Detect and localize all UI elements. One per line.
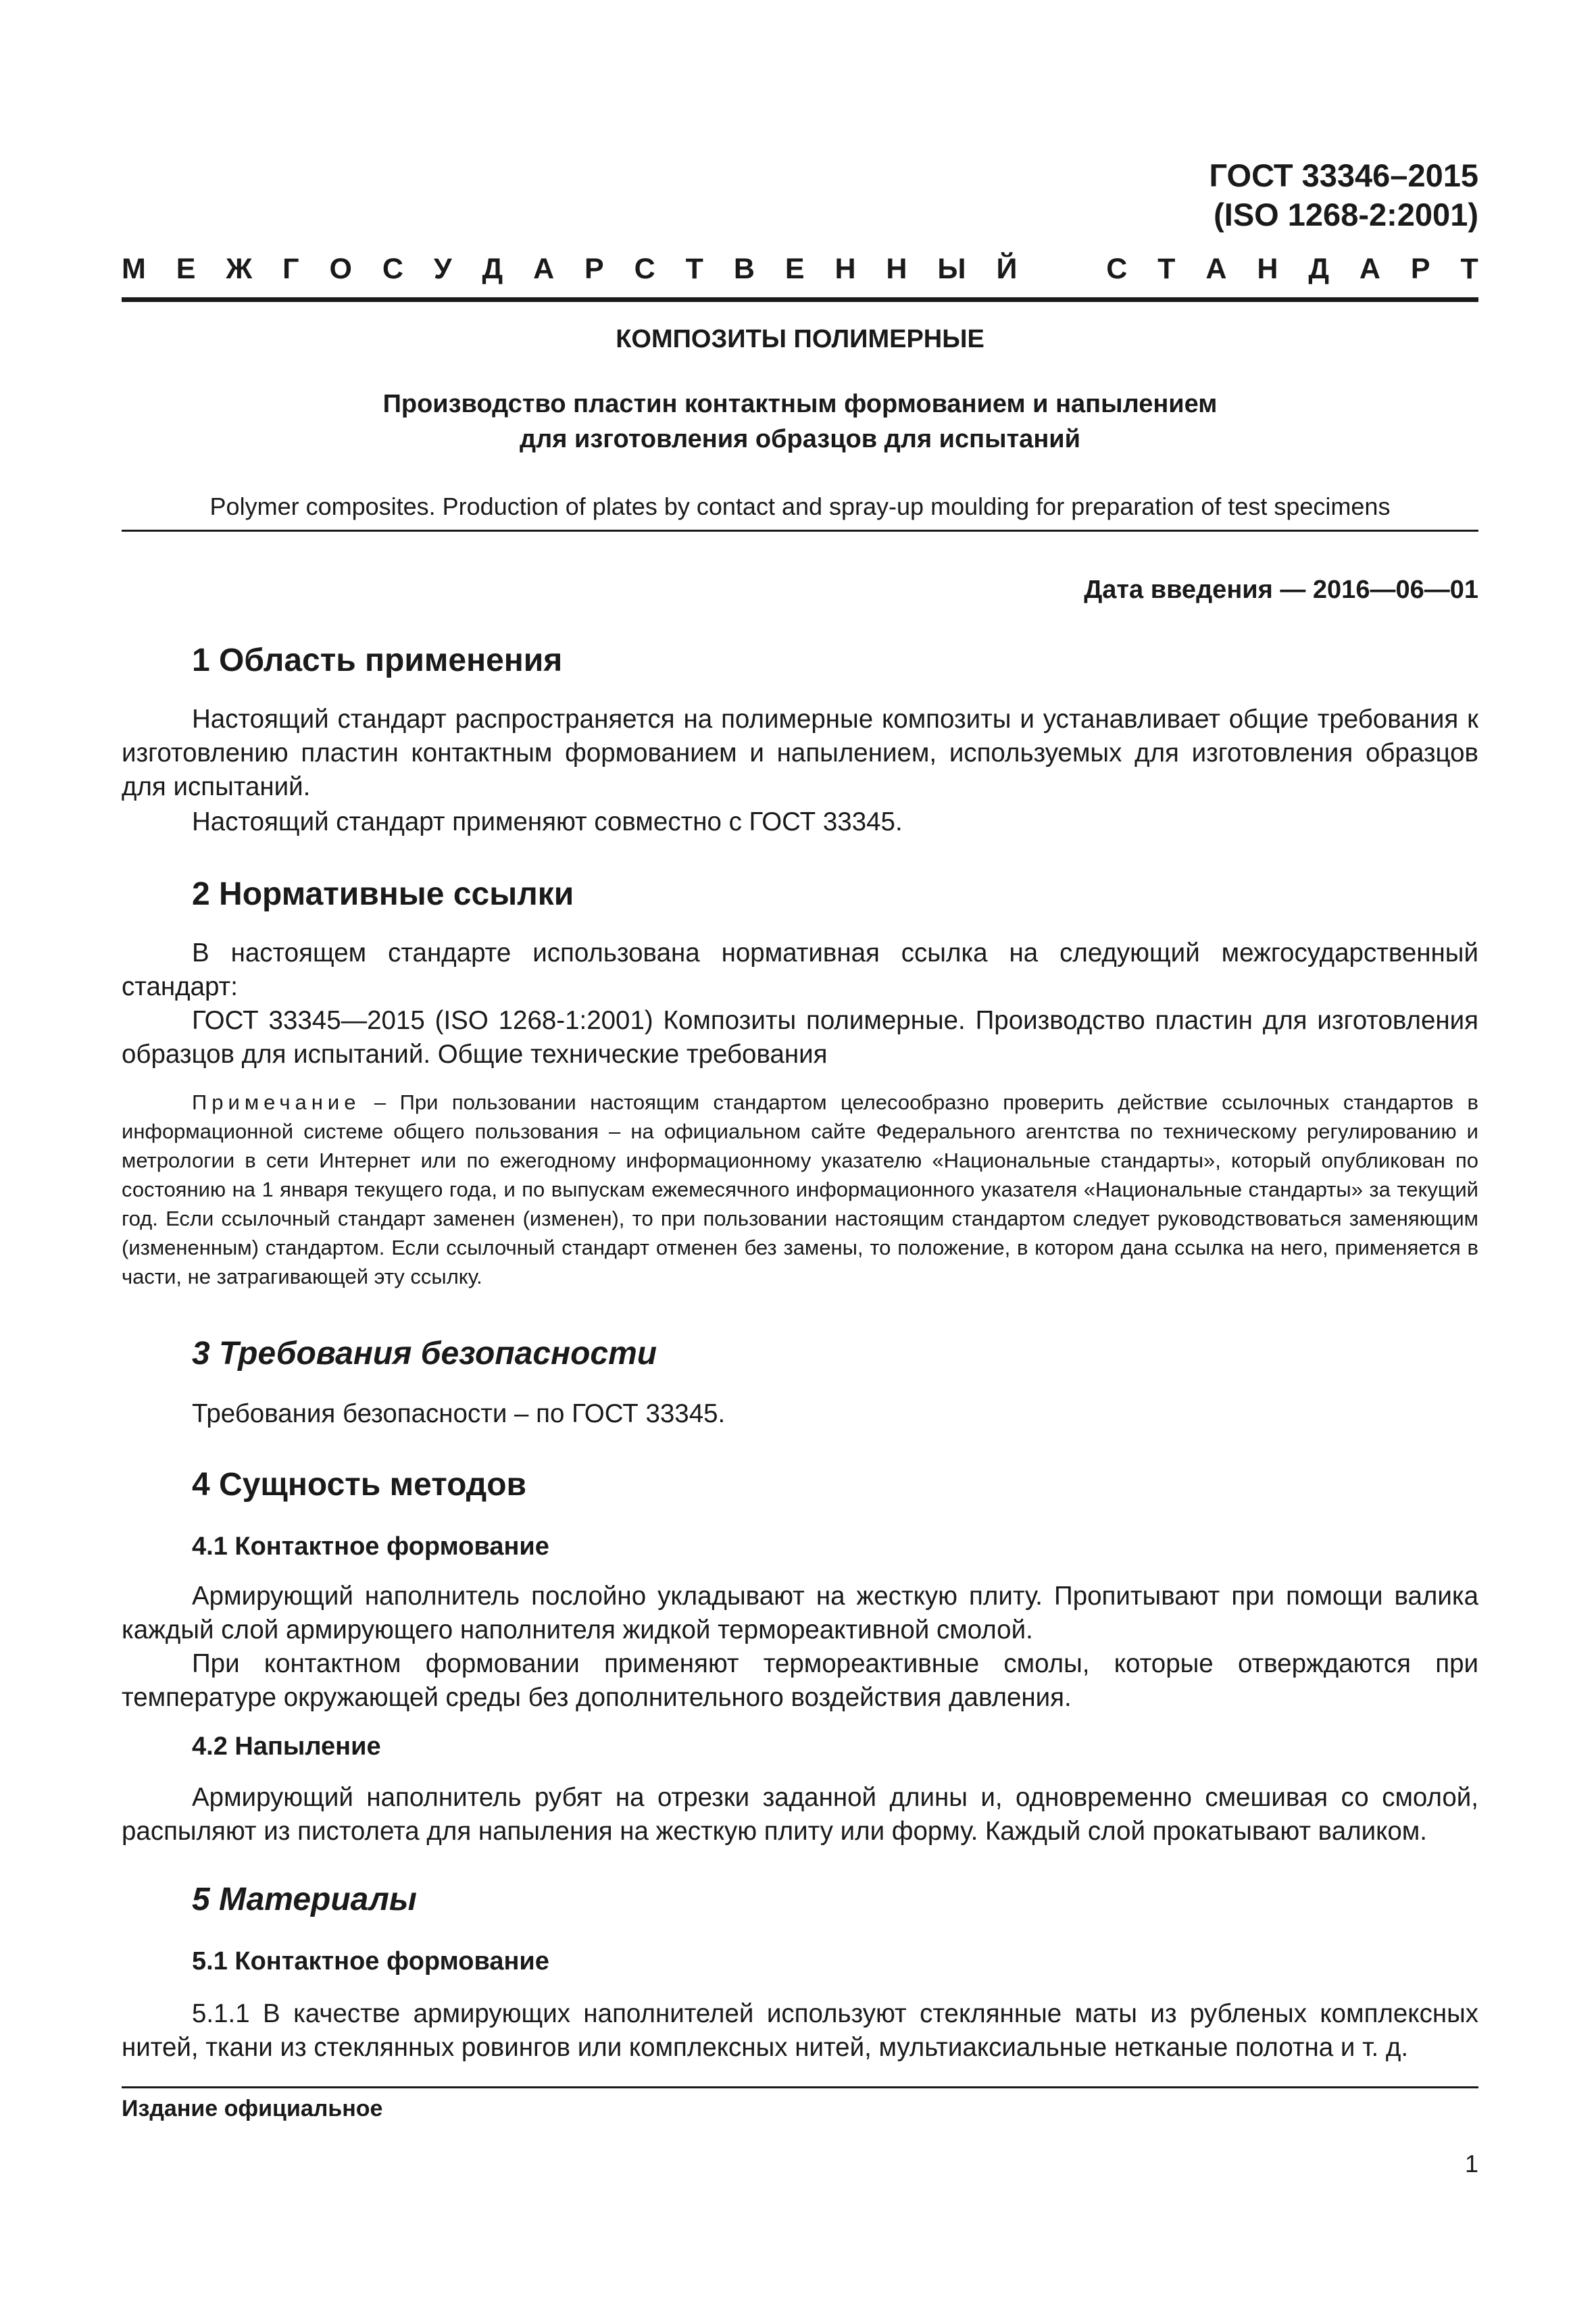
banner-letter: Н <box>886 252 907 285</box>
section-5-1-paragraph-1: 5.1.1 В качестве армирующих наполнителей используют стеклянные маты из рубленых комплексных нитей, ткани из стеклянных ровингов или комплексных нитей, мультиаксиальные нетканые полотна и т. д. <box>122 1999 1478 2062</box>
banner-letter: Д <box>1308 252 1329 285</box>
page-number: 1 <box>1464 2150 1478 2178</box>
intro-date: Дата введения — 2016—06—01 <box>1084 576 1478 604</box>
note-label: Примечание <box>192 1090 361 1114</box>
banner-letter: Й <box>996 252 1018 285</box>
header-rule <box>122 297 1478 302</box>
section-4-1-title: 4.1 Контактное формование <box>192 1532 549 1561</box>
banner-letter: Р <box>584 252 604 285</box>
document-subtitle-line1: Производство пластин контактным формованием и напылением <box>382 390 1218 418</box>
section-2-paragraph-1: В настоящем стандарте использована нормативная ссылка на следующий межгосударственный стандарт: <box>122 938 1478 1001</box>
section-4-title: 4 Сущность методов <box>192 1467 527 1503</box>
title-rule <box>122 530 1478 532</box>
section-1-paragraph-1: Настоящий стандарт распространяется на полимерные композиты и устанавливает общие требования к изготовлению пластин контактным формованием и напылением, используемых для изготовления образцов для испытаний. <box>122 705 1478 801</box>
section-4-2-title: 4.2 Напыление <box>192 1732 381 1761</box>
banner-letter: О <box>329 252 352 285</box>
section-3-paragraph-1: Требования безопасности – по ГОСТ 33345. <box>192 1399 726 1428</box>
banner-letter: В <box>733 252 755 285</box>
banner-letter: Н <box>1257 252 1278 285</box>
footer-rule <box>122 2086 1478 2088</box>
banner-letter: Н <box>834 252 856 285</box>
note-block <box>122 1088 1478 1291</box>
banner-letter: С <box>382 252 403 285</box>
banner-letter: М <box>122 252 146 285</box>
note-text: – При пользовании настоящим стандартом целесообразно проверить действие ссылочных стандартов в информационной системе общего пользования – на официальном сайте Федерального агентства по техническому регулированию и метрологии в сети Интернет или по ежегодному информационному указателю «Национальные стандарты», который опубликован по состоянию на 1 января текущего года, и по выпускам ежемесячного информационного указателя «Национальные стандарты» за текущий год. Если ссылочный стандарт заменен (изменен), то при пользовании настоящим стандартом следует руководствоваться заменяющим (измененным) стандартом. Если ссылочный стандарт отменен без замены, то положение, в котором дана ссылка на него, применяется в части, не затрагивающей эту ссылку. <box>122 1090 1478 1288</box>
document-title: КОМПОЗИТЫ ПОЛИМЕРНЫЕ <box>616 325 984 353</box>
banner-letter: А <box>533 252 555 285</box>
banner-letter: А <box>1205 252 1227 285</box>
banner-letter: С <box>1106 252 1128 285</box>
document-subtitle-line2: для изготовления образцов для испытаний <box>519 425 1080 453</box>
banner-letter: Ы <box>937 252 966 285</box>
section-2-paragraph-2: ГОСТ 33345—2015 (ISO 1268-1:2001) Композиты полимерные. Производство пластин для изготовления образцов для испытаний. Общие технические требования <box>122 1006 1478 1069</box>
banner-letter: Т <box>685 252 703 285</box>
gost-number: ГОСТ 33346–2015 <box>1209 157 1478 193</box>
section-4-2-paragraph-1: Армирующий наполнитель рубят на отрезки заданной длины и, одновременно смешивая со смолой, распыляют из пистолета для напыления на жесткую плиту или форму. Каждый слой прокатывают валиком. <box>122 1783 1478 1846</box>
section-3-title: 3 Требования безопасности <box>192 1336 657 1372</box>
section-1-title: 1 Область применения <box>192 643 563 678</box>
iso-number: (ISO 1268-2:2001) <box>1214 197 1478 232</box>
banner-letter: Т <box>1460 252 1478 285</box>
banner-letter: Е <box>784 252 805 285</box>
english-title: Polymer composites. Production of plates by contact and spray-up moulding for preparation of test specimens <box>209 493 1391 520</box>
section-5-1-title: 5.1 Контактное формование <box>192 1947 549 1976</box>
banner-letter: С <box>634 252 655 285</box>
banner-letter: А <box>1359 252 1380 285</box>
edition-label: Издание официальное <box>122 2096 383 2121</box>
banner-letter: Д <box>482 252 503 285</box>
section-4-1-paragraph-2: При контактном формовании применяют термореактивные смолы, которые отверждаются при температуре окружающей среды без дополнительного воздействия давления. <box>122 1649 1478 1712</box>
banner-letter: Ж <box>226 252 253 285</box>
section-5-title: 5 Материалы <box>192 1882 417 1917</box>
banner-letter: Е <box>176 252 196 285</box>
banner-letter: Т <box>1157 252 1176 285</box>
banner-letter: Р <box>1410 252 1430 285</box>
standard-type-banner <box>122 249 1478 289</box>
section-1-paragraph-2: Настоящий стандарт применяют совместно с ГОСТ 33345. <box>192 807 903 836</box>
banner-letter: Г <box>282 252 299 285</box>
section-2-title: 2 Нормативные ссылки <box>192 876 574 912</box>
banner-letter: У <box>433 252 452 285</box>
section-4-1-paragraph-1: Армирующий наполнитель послойно укладывают на жесткую плиту. Пропитывают при помощи валика каждый слой армирующего наполнителя жидкой термореактивной смолой. <box>122 1582 1478 1644</box>
